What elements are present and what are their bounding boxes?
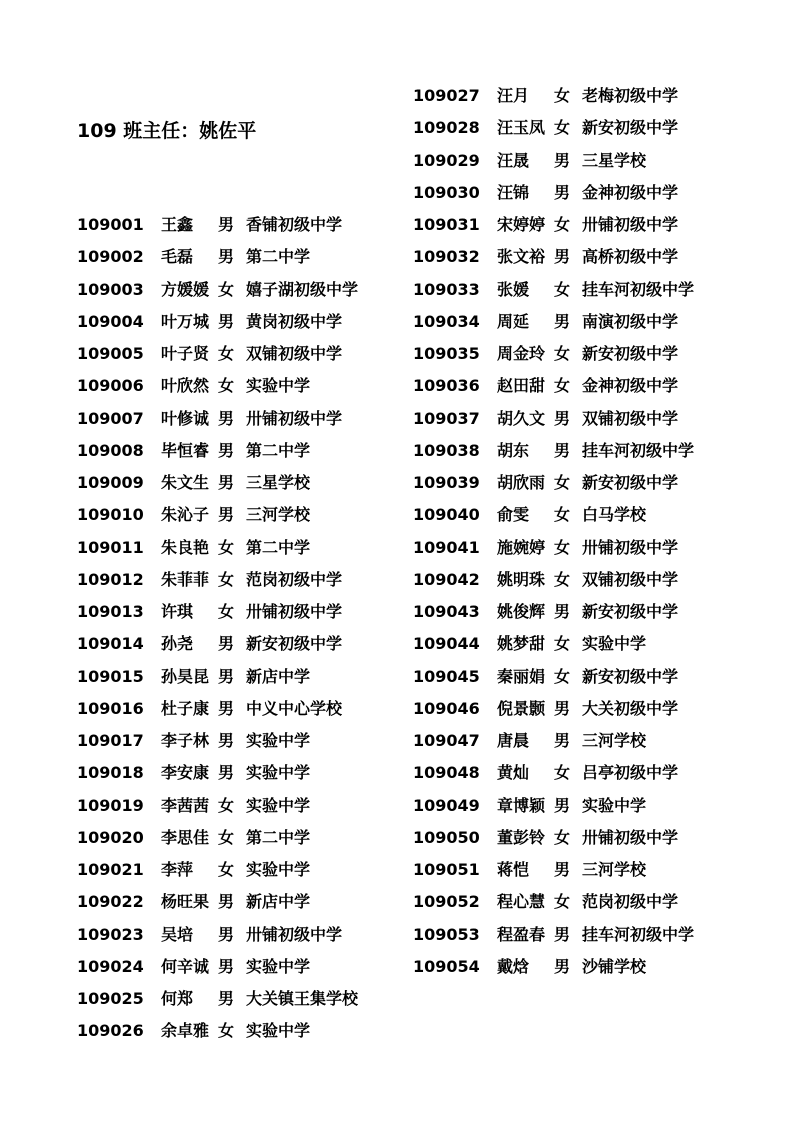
student-row <box>77 629 407 661</box>
student-school: 南演初级中学 <box>582 311 679 331</box>
student-row <box>413 855 743 887</box>
student-row <box>413 404 743 436</box>
student-school: 新店中学 <box>246 666 311 686</box>
student-row <box>77 533 407 565</box>
student-row <box>77 887 407 919</box>
student-school: 实验中学 <box>246 956 311 976</box>
student-school: 第二中学 <box>246 247 311 267</box>
student-gender: 女 <box>554 215 571 234</box>
student-row <box>77 210 407 242</box>
student-name: 李萍 <box>161 860 194 879</box>
student-gender: 男 <box>554 440 571 460</box>
student-gender: 男 <box>218 924 235 944</box>
student-school: 双铺初级中学 <box>582 408 679 428</box>
student-school: 卅铺初级中学 <box>246 408 343 428</box>
student-gender: 男 <box>218 634 235 654</box>
student-row <box>413 436 743 468</box>
student-id: 109002 <box>77 247 144 267</box>
student-id: 109041 <box>413 537 480 557</box>
student-row <box>413 952 743 984</box>
student-name: 叶修诚 <box>161 408 210 428</box>
student-school: 范岗初级中学 <box>246 569 343 589</box>
student-id: 109029 <box>413 150 480 170</box>
student-school: 吕亭初级中学 <box>582 763 679 783</box>
student-gender: 男 <box>554 956 571 976</box>
student-row <box>413 726 743 758</box>
student-gender: 男 <box>218 473 235 492</box>
student-name: 唐晨 <box>497 731 530 750</box>
student-row <box>77 855 407 887</box>
student-row <box>413 339 743 371</box>
student-name: 宋婷婷 <box>497 215 546 234</box>
student-row <box>77 500 407 532</box>
student-gender: 男 <box>218 892 235 912</box>
student-id: 109034 <box>413 311 480 331</box>
student-row <box>413 565 743 597</box>
student-row <box>77 920 407 952</box>
student-id: 109053 <box>413 924 480 944</box>
student-school: 卅铺初级中学 <box>582 537 679 557</box>
student-gender: 女 <box>554 634 571 654</box>
student-row <box>413 823 743 855</box>
student-row <box>77 339 407 371</box>
student-id: 109039 <box>413 473 480 492</box>
student-id: 109014 <box>77 634 144 654</box>
student-row <box>77 823 407 855</box>
student-school: 第二中学 <box>246 827 311 847</box>
student-row <box>413 178 743 210</box>
student-id: 109006 <box>77 376 144 396</box>
student-name: 戴焓 <box>497 956 530 976</box>
student-name: 张媛 <box>497 279 530 299</box>
student-gender: 男 <box>554 602 571 621</box>
student-school: 金神初级中学 <box>582 376 679 396</box>
student-name: 孙尧 <box>161 634 194 654</box>
student-row <box>413 920 743 952</box>
student-row <box>413 146 743 178</box>
student-name: 杨旺果 <box>161 892 210 912</box>
student-school: 第二中学 <box>246 537 311 557</box>
student-school: 新安初级中学 <box>582 344 679 363</box>
student-school: 新安初级中学 <box>582 118 679 138</box>
student-name: 朱文生 <box>161 473 210 492</box>
student-gender: 男 <box>554 311 571 331</box>
student-name: 蒋恺 <box>497 860 530 879</box>
student-name: 汪玉凤 <box>497 118 546 138</box>
student-row <box>77 984 407 1016</box>
student-id: 109011 <box>77 537 144 557</box>
student-school: 三河学校 <box>582 731 647 750</box>
student-id: 109051 <box>413 860 480 879</box>
student-row <box>77 952 407 984</box>
student-gender: 女 <box>218 827 235 847</box>
student-name: 何郑 <box>161 989 194 1008</box>
student-row <box>77 307 407 339</box>
student-id: 109025 <box>77 989 144 1008</box>
student-id: 109024 <box>77 956 144 976</box>
student-id: 109033 <box>413 279 480 299</box>
student-name: 赵田甜 <box>497 376 546 396</box>
student-gender: 男 <box>554 698 571 718</box>
student-school: 卅铺初级中学 <box>246 602 343 621</box>
student-id: 109042 <box>413 569 480 589</box>
student-id: 109043 <box>413 602 480 621</box>
student-gender: 女 <box>218 602 235 621</box>
student-gender: 男 <box>218 505 235 525</box>
student-name: 叶欣然 <box>161 376 210 396</box>
student-gender: 男 <box>554 924 571 944</box>
student-row <box>77 404 407 436</box>
student-school: 实验中学 <box>582 795 647 815</box>
student-school: 三河学校 <box>582 860 647 879</box>
student-row <box>77 371 407 403</box>
student-id: 109019 <box>77 795 144 815</box>
student-id: 109020 <box>77 827 144 847</box>
student-gender: 女 <box>554 827 571 847</box>
student-gender: 男 <box>554 731 571 750</box>
student-name: 朱沁子 <box>161 505 210 525</box>
student-id: 109018 <box>77 763 144 783</box>
student-name: 朱良艳 <box>161 537 210 557</box>
student-row <box>77 436 407 468</box>
student-id: 109008 <box>77 440 144 460</box>
student-name: 程盈春 <box>497 924 546 944</box>
student-name: 胡久文 <box>497 408 546 428</box>
student-school: 嬉子湖初级中学 <box>246 279 359 299</box>
student-name: 何辛诚 <box>161 956 210 976</box>
student-name: 毛磊 <box>161 247 194 267</box>
student-gender: 男 <box>554 408 571 428</box>
student-gender: 女 <box>554 118 571 138</box>
student-school: 实验中学 <box>582 634 647 654</box>
student-row <box>413 597 743 629</box>
student-school: 实验中学 <box>246 731 311 750</box>
page-title: 109 班主任：姚佐平 <box>77 120 257 142</box>
student-row <box>77 275 407 307</box>
student-gender: 男 <box>218 247 235 267</box>
student-name: 李子林 <box>161 731 210 750</box>
student-name: 章博颖 <box>497 795 546 815</box>
student-row <box>413 242 743 274</box>
student-school: 双铺初级中学 <box>582 569 679 589</box>
student-row <box>413 210 743 242</box>
student-id: 109026 <box>77 1021 144 1041</box>
student-school: 挂车河初级中学 <box>582 440 695 460</box>
student-name: 余卓雅 <box>161 1021 210 1041</box>
student-row <box>77 1016 407 1048</box>
student-school: 三河学校 <box>246 505 311 525</box>
student-name: 程心慧 <box>497 892 546 912</box>
student-school: 黄岗初级中学 <box>246 311 343 331</box>
student-row <box>413 887 743 919</box>
student-gender: 男 <box>218 311 235 331</box>
student-id: 109050 <box>413 827 480 847</box>
student-name: 杜子康 <box>161 698 210 718</box>
student-row <box>413 662 743 694</box>
student-id: 109028 <box>413 118 480 138</box>
student-name: 叶子贤 <box>161 344 210 363</box>
student-school: 新安初级中学 <box>246 634 343 654</box>
student-school: 白马学校 <box>582 505 647 525</box>
student-gender: 女 <box>554 344 571 363</box>
student-gender: 女 <box>554 86 571 105</box>
student-name: 胡东 <box>497 440 530 460</box>
student-name: 周金玲 <box>497 344 546 363</box>
student-row <box>413 500 743 532</box>
student-gender: 女 <box>554 376 571 396</box>
student-name: 周延 <box>497 311 530 331</box>
student-gender: 女 <box>218 569 235 589</box>
student-gender: 男 <box>218 763 235 783</box>
student-school: 卅铺初级中学 <box>582 215 679 234</box>
student-name: 许琪 <box>161 602 194 621</box>
student-id: 109054 <box>413 956 480 976</box>
student-name: 董彭铃 <box>497 827 546 847</box>
student-id: 109012 <box>77 569 144 589</box>
student-id: 109030 <box>413 182 480 202</box>
student-id: 109038 <box>413 440 480 460</box>
student-school: 三星学校 <box>582 150 647 170</box>
student-id: 109010 <box>77 505 144 525</box>
student-id: 109037 <box>413 408 480 428</box>
student-id: 109052 <box>413 892 480 912</box>
student-id: 109040 <box>413 505 480 525</box>
student-gender: 男 <box>218 440 235 460</box>
student-name: 叶万城 <box>161 311 210 331</box>
student-gender: 男 <box>554 150 571 170</box>
student-id: 109016 <box>77 698 144 718</box>
student-row <box>413 791 743 823</box>
student-gender: 男 <box>218 666 235 686</box>
student-gender: 男 <box>218 408 235 428</box>
student-row <box>413 468 743 500</box>
student-school: 新店中学 <box>246 892 311 912</box>
student-name: 毕恒睿 <box>161 440 210 460</box>
student-gender: 男 <box>218 731 235 750</box>
student-id: 109021 <box>77 860 144 879</box>
student-gender: 女 <box>554 763 571 783</box>
student-row <box>413 113 743 145</box>
student-id: 109046 <box>413 698 480 718</box>
student-row <box>413 307 743 339</box>
student-row <box>77 694 407 726</box>
student-school: 三星学校 <box>246 473 311 492</box>
student-school: 实验中学 <box>246 376 311 396</box>
student-row <box>77 726 407 758</box>
student-id: 109049 <box>413 795 480 815</box>
student-gender: 男 <box>218 989 235 1008</box>
student-school: 卅铺初级中学 <box>246 924 343 944</box>
student-name: 秦丽娟 <box>497 666 546 686</box>
student-name: 方媛媛 <box>161 279 210 299</box>
student-school: 大关初级中学 <box>582 698 679 718</box>
student-row <box>413 81 743 113</box>
student-id: 109035 <box>413 344 480 363</box>
student-gender: 女 <box>554 569 571 589</box>
student-name: 施婉婷 <box>497 537 546 557</box>
student-gender: 女 <box>554 505 571 525</box>
student-gender: 男 <box>218 215 235 234</box>
student-id: 109047 <box>413 731 480 750</box>
student-row <box>77 565 407 597</box>
student-id: 109004 <box>77 311 144 331</box>
student-gender: 女 <box>554 666 571 686</box>
student-gender: 男 <box>554 182 571 202</box>
student-row <box>413 371 743 403</box>
student-school: 中义中心学校 <box>246 698 343 718</box>
student-name: 吴培 <box>161 924 194 944</box>
student-gender: 男 <box>218 956 235 976</box>
student-row <box>77 791 407 823</box>
student-name: 姚梦甜 <box>497 634 546 654</box>
student-school: 实验中学 <box>246 763 311 783</box>
student-id: 109022 <box>77 892 144 912</box>
student-name: 黄灿 <box>497 763 530 783</box>
student-name: 胡欣雨 <box>497 473 546 492</box>
student-gender: 女 <box>218 344 235 363</box>
student-gender: 女 <box>218 537 235 557</box>
student-id: 109044 <box>413 634 480 654</box>
student-row <box>413 275 743 307</box>
student-list-right <box>413 81 743 984</box>
student-id: 109009 <box>77 473 144 492</box>
student-name: 汪月 <box>497 86 530 105</box>
student-name: 俞雯 <box>497 505 530 525</box>
student-id: 109013 <box>77 602 144 621</box>
student-row <box>413 629 743 661</box>
student-name: 汪晟 <box>497 150 530 170</box>
student-school: 实验中学 <box>246 860 311 879</box>
student-name: 李安康 <box>161 763 210 783</box>
student-row <box>413 758 743 790</box>
student-id: 109027 <box>413 86 480 105</box>
student-gender: 男 <box>218 698 235 718</box>
student-school: 新安初级中学 <box>582 602 679 621</box>
student-name: 姚俊辉 <box>497 602 546 621</box>
student-gender: 男 <box>554 860 571 879</box>
student-school: 香铺初级中学 <box>246 215 343 234</box>
student-school: 大关镇王集学校 <box>246 989 359 1008</box>
student-gender: 女 <box>554 537 571 557</box>
student-name: 朱菲菲 <box>161 569 210 589</box>
student-id: 109036 <box>413 376 480 396</box>
student-school: 挂车河初级中学 <box>582 924 695 944</box>
student-id: 109032 <box>413 247 480 267</box>
student-gender: 男 <box>554 795 571 815</box>
student-school: 实验中学 <box>246 795 311 815</box>
student-gender: 女 <box>218 860 235 879</box>
student-name: 姚明珠 <box>497 569 546 589</box>
student-row <box>77 758 407 790</box>
student-gender: 女 <box>218 279 235 299</box>
student-id: 109023 <box>77 924 144 944</box>
student-school: 新安初级中学 <box>582 473 679 492</box>
student-row <box>77 242 407 274</box>
student-name: 倪景颢 <box>497 698 546 718</box>
student-row <box>413 533 743 565</box>
student-row <box>77 662 407 694</box>
student-school: 高桥初级中学 <box>582 247 679 267</box>
student-name: 李思佳 <box>161 827 210 847</box>
student-gender: 男 <box>554 247 571 267</box>
student-school: 新安初级中学 <box>582 666 679 686</box>
student-id: 109003 <box>77 279 144 299</box>
student-school: 沙铺学校 <box>582 956 647 976</box>
student-school: 实验中学 <box>246 1021 311 1041</box>
student-row <box>413 694 743 726</box>
student-school: 老梅初级中学 <box>582 86 679 105</box>
student-gender: 女 <box>554 473 571 492</box>
student-school: 卅铺初级中学 <box>582 827 679 847</box>
student-gender: 女 <box>218 795 235 815</box>
student-school: 第二中学 <box>246 440 311 460</box>
student-name: 王鑫 <box>161 215 194 234</box>
student-id: 109005 <box>77 344 144 363</box>
student-name: 孙昊昆 <box>161 666 210 686</box>
student-id: 109001 <box>77 215 144 234</box>
student-id: 109007 <box>77 408 144 428</box>
student-school: 挂车河初级中学 <box>582 279 695 299</box>
student-gender: 女 <box>554 892 571 912</box>
student-name: 张文裕 <box>497 247 546 267</box>
student-id: 109017 <box>77 731 144 750</box>
student-row <box>77 597 407 629</box>
student-id: 109015 <box>77 666 144 686</box>
student-gender: 女 <box>218 376 235 396</box>
student-school: 范岗初级中学 <box>582 892 679 912</box>
student-school: 双铺初级中学 <box>246 344 343 363</box>
student-name: 李茜茜 <box>161 795 210 815</box>
student-school: 金神初级中学 <box>582 182 679 202</box>
student-id: 109048 <box>413 763 480 783</box>
student-id: 109031 <box>413 215 480 234</box>
student-gender: 女 <box>218 1021 235 1041</box>
student-row <box>77 468 407 500</box>
student-name: 汪锦 <box>497 182 530 202</box>
student-id: 109045 <box>413 666 480 686</box>
student-list-left <box>77 210 407 1049</box>
student-gender: 女 <box>554 279 571 299</box>
